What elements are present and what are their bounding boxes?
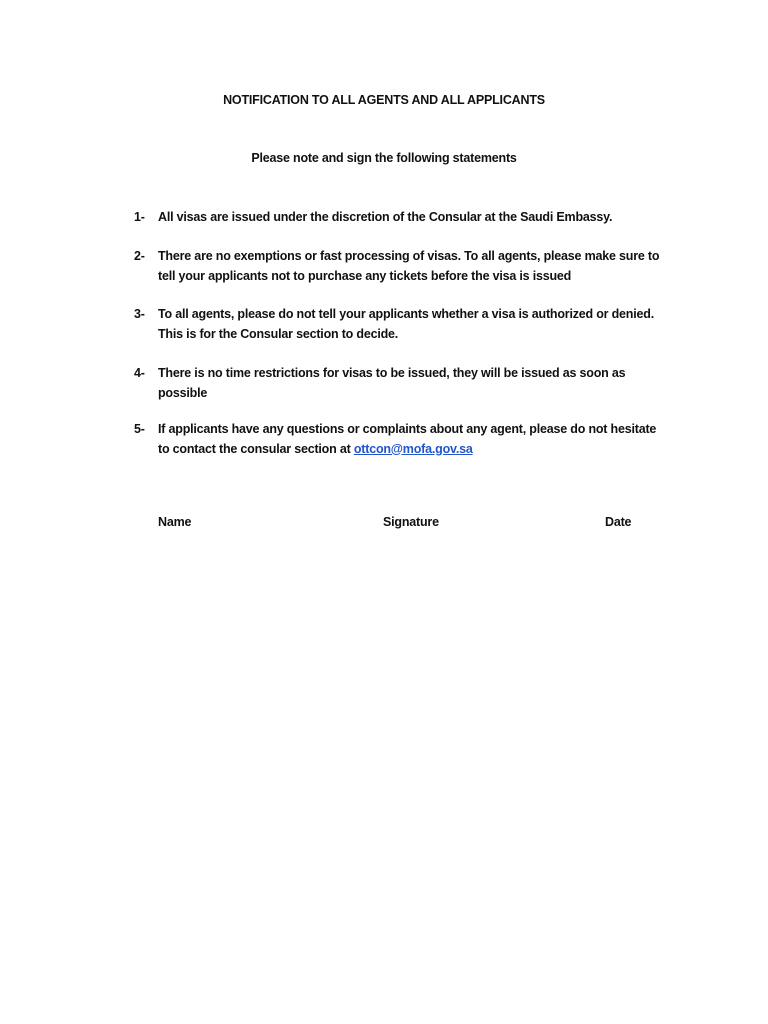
statement-item <box>134 305 694 344</box>
statement-item <box>134 208 694 228</box>
signature-label: Signature <box>383 515 439 529</box>
statement-number: 2- <box>134 249 145 263</box>
statement-item <box>134 247 694 286</box>
document-title: NOTIFICATION TO ALL AGENTS AND ALL APPLICANTS <box>223 93 545 107</box>
statement-number: 3- <box>134 307 145 321</box>
statement-text: There are no exemptions or fast processing of visas. To all agents, please make sure to tell your applicants not to purchase any tickets before the visa is issued <box>158 249 660 283</box>
statement-number: 1- <box>134 210 145 224</box>
statement-text <box>158 420 694 459</box>
statement-number: 5- <box>134 422 145 436</box>
statement-item <box>134 364 694 403</box>
document-subtitle: Please note and sign the following statements <box>251 151 517 165</box>
signature-date-label: Date <box>605 515 632 529</box>
statement-item <box>134 420 694 459</box>
statement-text: To all agents, please do not tell your applicants whether a visa is authorized or denied. This is for the Consular section to decide. <box>158 307 654 341</box>
signature-name-label: Name <box>158 515 192 529</box>
statement-text: All visas are issued under the discretion of the Consular at the Saudi Embassy. <box>158 210 613 224</box>
statement-text-body: If applicants have any questions or complaints about any agent, please do not hesitate to contact the consular section at <box>158 422 657 456</box>
consular-email-link[interactable]: ottcon@mofa.gov.sa <box>353 441 473 456</box>
statement-number: 4- <box>134 366 145 380</box>
statement-text: There is no time restrictions for visas to be issued, they will be issued as soon as possible <box>158 366 626 400</box>
